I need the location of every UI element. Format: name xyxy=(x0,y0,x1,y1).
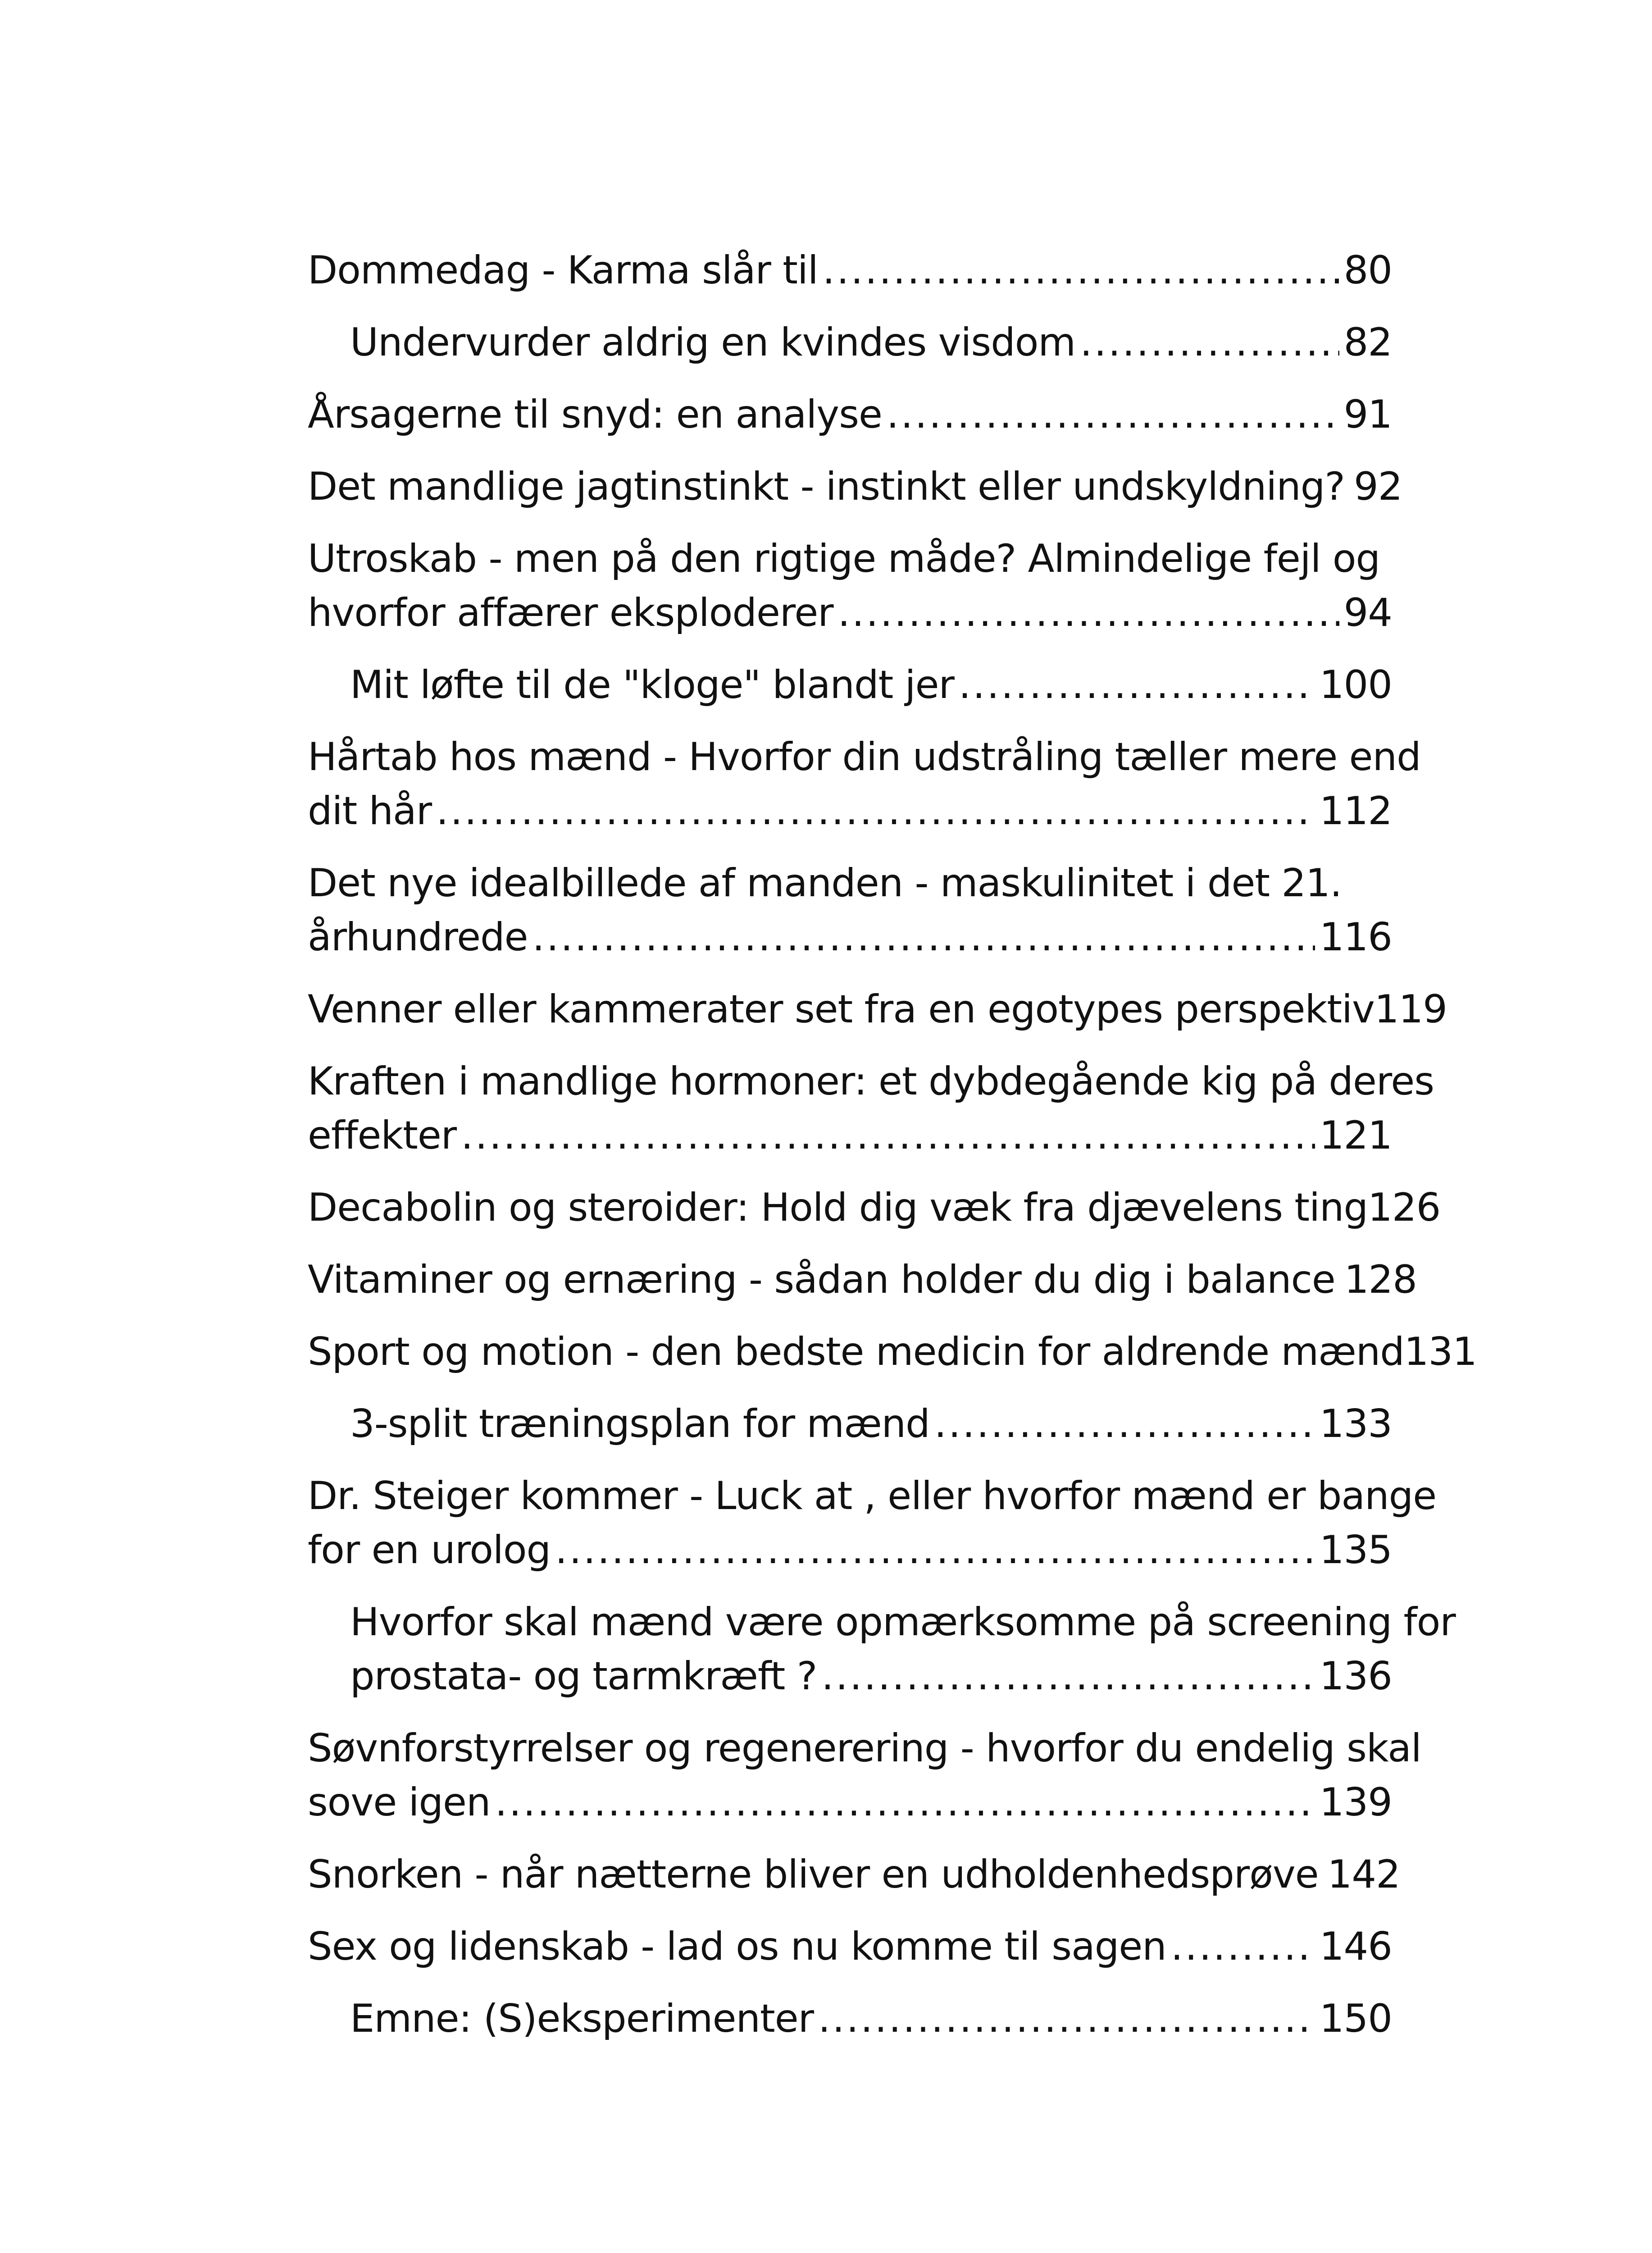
toc-entry-title: Vitaminer og ernæring - sådan holder du dig i balance xyxy=(308,1257,1335,1302)
toc-page-number: 142 xyxy=(1327,1852,1400,1897)
toc-entry-title: Venner eller kammerater set fra en egotypes perspektiv xyxy=(308,987,1374,1032)
toc-page-number: 128 xyxy=(1344,1257,1417,1302)
toc-entry-title: hvorfor affærer eksploderer xyxy=(308,590,833,635)
toc-entry[interactable] xyxy=(308,1054,1434,1163)
dot-leader xyxy=(823,243,1339,297)
toc-entry[interactable] xyxy=(308,1469,1437,1577)
toc-entry[interactable] xyxy=(308,243,1392,297)
toc-entry-title-line: Hvorfor skal mænd være opmærksomme på screening for xyxy=(350,1600,1456,1645)
toc-entry-title-line: Dr. Steiger kommer - Luck at , eller hvorfor mænd er bange xyxy=(308,1473,1437,1519)
dot-leader xyxy=(532,910,1315,964)
toc-entry[interactable] xyxy=(308,856,1392,964)
toc-page-number: 121 xyxy=(1319,1113,1392,1158)
toc-entry[interactable] xyxy=(308,1992,1392,2046)
toc-entry[interactable] xyxy=(308,1253,1417,1307)
dot-leader xyxy=(959,658,1315,712)
toc-entry[interactable] xyxy=(308,1397,1392,1451)
toc-entry[interactable] xyxy=(308,315,1392,369)
toc-entry-title: Decabolin og steroider: Hold dig væk fra djævelens ting xyxy=(308,1185,1368,1230)
toc-page-number: 82 xyxy=(1343,320,1392,365)
toc-page-number: 126 xyxy=(1368,1185,1441,1230)
toc-page-number: 139 xyxy=(1319,1780,1392,1825)
toc-entry-title: Undervurder aldrig en kvindes visdom xyxy=(350,320,1076,365)
toc-entry[interactable] xyxy=(308,1595,1456,1703)
toc-page-number: 80 xyxy=(1343,248,1392,293)
toc-page-number: 131 xyxy=(1404,1329,1477,1374)
toc-entry-title: Mit løfte til de "kloge" blandt jer xyxy=(350,662,954,707)
toc-entry-title-line: Hårtab hos mænd - Hvorfor din udstråling tæller mere end xyxy=(308,734,1421,780)
dot-leader xyxy=(934,1397,1315,1451)
toc-entry-title: Årsagerne til snyd: en analyse xyxy=(308,392,882,437)
toc-page-number: 135 xyxy=(1319,1528,1392,1573)
table-of-contents xyxy=(308,243,1477,2064)
toc-page-number: 94 xyxy=(1343,590,1392,635)
toc-entry-title: Dommedag - Karma slår til xyxy=(308,248,818,293)
toc-entry-title: Det mandlige jagtinstinkt - instinkt eller undskyldning? xyxy=(308,464,1345,509)
toc-page-number: 119 xyxy=(1374,987,1447,1032)
toc-entry-title-line: Kraften i mandlige hormoner: et dybdegående kig på deres xyxy=(308,1059,1434,1104)
toc-entry-title: Snorken - når nætterne bliver en udholdenhedsprøve xyxy=(308,1852,1319,1897)
toc-entry-title: Sport og motion - den bedste medicin for aldrende mænd xyxy=(308,1329,1404,1374)
toc-entry[interactable] xyxy=(308,388,1392,442)
toc-page-number: 133 xyxy=(1319,1401,1392,1446)
toc-entry[interactable] xyxy=(308,1920,1392,1974)
dot-leader xyxy=(887,388,1339,442)
dot-leader xyxy=(838,586,1339,640)
toc-page-number: 116 xyxy=(1319,915,1392,960)
toc-entry-title-line: Det nye idealbillede af manden - maskulinitet i det 21. xyxy=(308,861,1342,906)
toc-entry[interactable] xyxy=(308,532,1392,640)
toc-entry-title-line: Søvnforstyrrelser og regenerering - hvorfor du endelig skal xyxy=(308,1726,1421,1771)
toc-entry[interactable] xyxy=(308,982,1447,1036)
dot-leader xyxy=(1080,315,1339,369)
dot-leader xyxy=(555,1523,1315,1577)
toc-entry[interactable] xyxy=(308,1721,1421,1829)
toc-entry[interactable] xyxy=(308,1325,1477,1379)
toc-page-number: 146 xyxy=(1319,1924,1392,1969)
toc-entry-title: Emne: (S)eksperimenter xyxy=(350,1996,814,2041)
toc-page-number: 136 xyxy=(1319,1654,1392,1699)
toc-entry-title: sove igen xyxy=(308,1780,491,1825)
toc-entry-title: Sex og lidenskab - lad os nu komme til sagen xyxy=(308,1924,1166,1969)
toc-entry-title: århundrede xyxy=(308,915,528,960)
toc-entry[interactable] xyxy=(308,460,1402,514)
toc-entry-title: effekter xyxy=(308,1113,457,1158)
toc-entry[interactable] xyxy=(308,658,1392,712)
toc-page-number: 150 xyxy=(1319,1996,1392,2041)
toc-entry[interactable] xyxy=(308,730,1421,838)
dot-leader xyxy=(821,1649,1315,1703)
toc-entry-title: prostata- og tarmkræft ? xyxy=(350,1654,817,1699)
dot-leader xyxy=(818,1992,1315,2046)
dot-leader xyxy=(436,784,1315,838)
toc-entry[interactable] xyxy=(308,1181,1441,1235)
toc-page-number: 112 xyxy=(1319,789,1392,834)
dot-leader xyxy=(461,1108,1315,1163)
toc-entry-title-line: Utroskab - men på den rigtige måde? Almindelige fejl og xyxy=(308,536,1380,581)
dot-leader xyxy=(1171,1920,1315,1974)
toc-entry-title: 3-split træningsplan for mænd xyxy=(350,1401,930,1446)
toc-entry-title: for en urolog xyxy=(308,1528,551,1573)
toc-page-number: 92 xyxy=(1354,464,1402,509)
toc-entry[interactable] xyxy=(308,1847,1400,1902)
toc-page-number: 91 xyxy=(1343,392,1392,437)
toc-page-number: 100 xyxy=(1319,662,1392,707)
dot-leader xyxy=(495,1775,1315,1829)
toc-entry-title: dit hår xyxy=(308,789,432,834)
